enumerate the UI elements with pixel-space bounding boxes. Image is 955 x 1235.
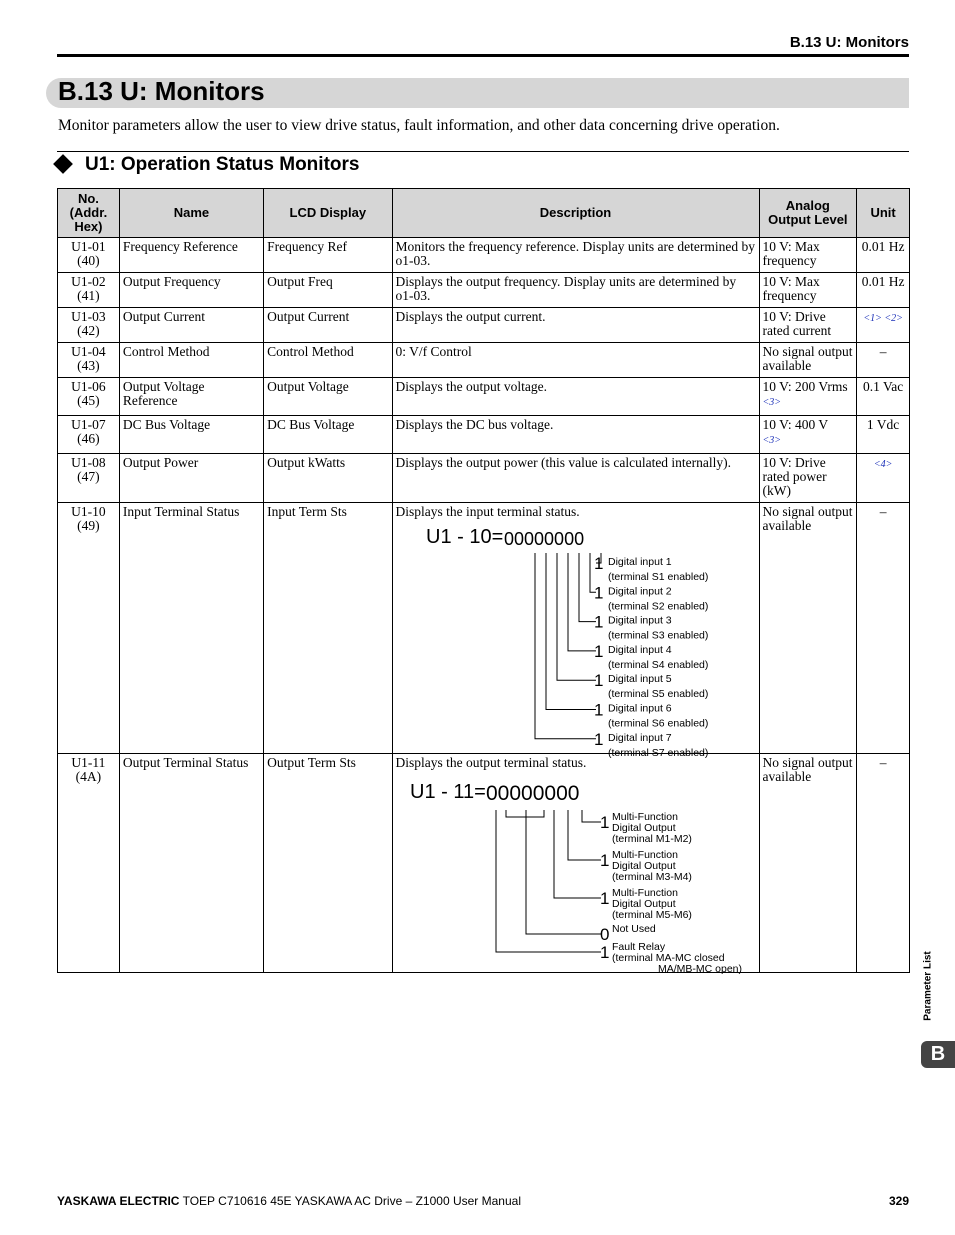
leader-line: [568, 810, 601, 860]
footer-brand: YASKAWA ELECTRIC: [57, 1194, 180, 1208]
cell-analog: 10 V: Max frequency: [759, 238, 857, 273]
bit-value: 1: [593, 583, 603, 603]
bit-value: 1: [599, 889, 609, 908]
monitor-value: 00000000: [503, 529, 584, 549]
footer: [57, 1194, 521, 1208]
cell-unit: 1 Vdc: [857, 416, 910, 454]
table-header-row: [58, 189, 910, 238]
header-analog-output: Analog Output Level: [759, 189, 857, 238]
cell-analog: 10 V: Max frequency: [759, 273, 857, 308]
bit-label: Digital input 5: [607, 673, 672, 686]
running-header: B.13 U: Monitors: [789, 34, 909, 51]
header-description: Description: [392, 189, 759, 238]
digit-bracket: [506, 810, 544, 817]
header-no: No. (Addr. Hex): [58, 189, 120, 238]
cell-unit: –: [857, 343, 910, 378]
cell-analog: No signal output available: [759, 343, 857, 378]
intro-paragraph: Monitor parameters allow the user to view drive status, fault information, and other data concerning drive operation.: [58, 117, 780, 134]
leader-line: [568, 553, 596, 651]
cell-lcd: DC Bus Voltage: [264, 416, 392, 454]
bit-label: Digital input 2: [607, 585, 672, 598]
cell-unit: –: [857, 754, 910, 973]
table-row: [58, 416, 910, 454]
table-row: [58, 454, 910, 503]
bit-label: MA/MB-MC open): [657, 963, 742, 975]
table-row: [58, 343, 910, 378]
footer-doc: TOEP C710616 45E YASKAWA AC Drive – Z1000 User Manual: [182, 1194, 521, 1208]
bit-label: (terminal S1 enabled): [607, 571, 708, 583]
table-row: [58, 754, 910, 973]
cell-analog: No signal output available: [759, 754, 857, 973]
leader-line: [582, 810, 601, 822]
cell-no: U1-08 (47): [58, 454, 120, 503]
header-rule: [57, 54, 909, 57]
page-title: B.13 U: Monitors: [58, 76, 265, 106]
table-row: [58, 308, 910, 343]
bit-label: (terminal S2 enabled): [607, 600, 708, 613]
bit-value: 1: [599, 851, 609, 870]
cell-lcd: Output Freq: [264, 273, 392, 308]
description-text: Displays the input terminal status.: [395, 504, 580, 519]
cell-unit: [857, 454, 910, 503]
bit-label: Not Used: [611, 923, 656, 935]
section-rule: [57, 151, 909, 152]
bit-value: 1: [593, 612, 603, 632]
bit-value: 1: [593, 671, 603, 691]
monitor-prefix: U1 - 10=: [425, 526, 503, 548]
output-terminal-diagram: [396, 770, 756, 975]
side-section-label: Parameter List: [922, 951, 934, 1021]
cell-description: Displays the output current.: [392, 308, 759, 343]
cell-name: DC Bus Voltage: [119, 416, 263, 454]
leader-line: [535, 553, 596, 739]
cell-no: U1-11 (4A): [58, 754, 120, 973]
cell-no: U1-01 (40): [58, 238, 120, 273]
bit-label: Multi-Function: [611, 849, 678, 861]
table-row: [58, 238, 910, 273]
cell-description: Displays the output voltage.: [392, 378, 759, 416]
cell-lcd: Output Term Sts: [264, 754, 392, 973]
header-unit: Unit: [857, 189, 910, 238]
cell-analog: 10 V: 400 V <3>: [759, 416, 857, 454]
cell-lcd: Output Voltage: [264, 378, 392, 416]
bit-label: Digital Output: [611, 822, 676, 834]
cell-no: U1-02 (41): [58, 273, 120, 308]
diamond-bullet-icon: [53, 154, 73, 174]
cell-description: Displays the DC bus voltage.: [392, 416, 759, 454]
bit-value: 1: [599, 943, 609, 962]
cell-description: [392, 754, 759, 973]
cell-unit: [857, 308, 910, 343]
cell-unit: 0.01 Hz: [857, 273, 910, 308]
appendix-tab: B: [921, 1041, 955, 1068]
bit-label: Digital input 3: [607, 614, 672, 627]
bit-label: Fault Relay: [611, 941, 665, 953]
bit-label: Digital input 6: [607, 702, 672, 715]
cell-description: [392, 503, 759, 759]
bit-label: (terminal S7 enabled): [607, 746, 708, 759]
table-row: [58, 378, 910, 416]
cell-analog: 10 V: Drive rated current: [759, 308, 857, 343]
cell-name: Input Terminal Status: [119, 503, 263, 754]
input-terminal-diagram: [396, 519, 756, 759]
table-row: [58, 503, 910, 754]
bit-value: 1: [593, 641, 603, 661]
cell-name: Output Power: [119, 454, 263, 503]
monitor-prefix: U1 - 11=: [409, 781, 486, 803]
cell-no: U1-04 (43): [58, 343, 120, 378]
cell-no: U1-03 (42): [58, 308, 120, 343]
monitor-value: 00000000: [485, 782, 579, 805]
table-row: [58, 273, 910, 308]
cell-no: U1-10 (49): [58, 503, 120, 754]
bit-label: Digital input 4: [607, 643, 672, 656]
bit-label: Digital input 1: [607, 556, 672, 568]
leader-line: [496, 810, 601, 952]
bit-label: (terminal M5-M6): [611, 909, 692, 921]
leader-line: [554, 810, 601, 898]
bit-value: 1: [599, 813, 609, 832]
section-title: U1: Operation Status Monitors: [85, 154, 360, 175]
footnote-ref: <4>: [873, 459, 893, 470]
leader-line: [546, 553, 596, 710]
bit-value: 1: [593, 729, 603, 749]
bit-label: (terminal M1-M2): [611, 833, 692, 845]
cell-lcd: Input Term Sts: [264, 503, 392, 754]
cell-lcd: Output Current: [264, 308, 392, 343]
page-number: 329: [888, 1194, 909, 1208]
header-lcd-display: LCD Display: [264, 189, 392, 238]
bit-label: (terminal S5 enabled): [607, 688, 708, 701]
cell-analog: 10 V: Drive rated power (kW): [759, 454, 857, 503]
cell-unit: –: [857, 503, 910, 754]
bit-label: Digital Output: [611, 860, 676, 872]
cell-analog: 10 V: 200 Vrms <3>: [759, 378, 857, 416]
bit-label: (terminal MA-MC closed: [611, 952, 725, 964]
bit-label: (terminal S4 enabled): [607, 658, 708, 671]
cell-description: 0: V/f Control: [392, 343, 759, 378]
cell-name: Control Method: [119, 343, 263, 378]
cell-description: Displays the output frequency. Display units are determined by o1-03.: [392, 273, 759, 308]
header-name: Name: [119, 189, 263, 238]
bit-value: 1: [593, 700, 603, 720]
footnote-ref: <3>: [762, 397, 781, 408]
cell-name: Output Terminal Status: [119, 754, 263, 973]
bit-value: 1: [593, 554, 603, 573]
bit-label: Multi-Function: [611, 887, 678, 899]
bit-value: 0: [599, 925, 609, 944]
cell-name: Output Frequency: [119, 273, 263, 308]
cell-unit: 0.01 Hz: [857, 238, 910, 273]
cell-name: Output Current: [119, 308, 263, 343]
cell-lcd: Control Method: [264, 343, 392, 378]
bit-label: (terminal M3-M4): [611, 871, 692, 883]
cell-description: Monitors the frequency reference. Display units are determined by o1-03.: [392, 238, 759, 273]
footnote-ref: <3>: [762, 435, 781, 446]
cell-analog: No signal output available: [759, 503, 857, 754]
bit-label: (terminal S6 enabled): [607, 717, 708, 730]
bit-label: Digital input 7: [607, 731, 672, 744]
bit-label: Digital Output: [611, 898, 676, 910]
footnote-ref: <1> <2>: [863, 313, 903, 324]
cell-no: U1-06 (45): [58, 378, 120, 416]
bit-label: Multi-Function: [611, 811, 678, 823]
leader-line: [526, 810, 601, 934]
bit-label: (terminal S3 enabled): [607, 629, 708, 642]
cell-no: U1-07 (46): [58, 416, 120, 454]
cell-name: Output Voltage Reference: [119, 378, 263, 416]
cell-lcd: Output kWatts: [264, 454, 392, 503]
cell-lcd: Frequency Ref: [264, 238, 392, 273]
description-text: Displays the output terminal status.: [395, 755, 587, 770]
cell-description: Displays the output power (this value is calculated internally).: [392, 454, 759, 503]
cell-name: Frequency Reference: [119, 238, 263, 273]
cell-unit: 0.1 Vac: [857, 378, 910, 416]
monitor-parameter-table: [57, 188, 910, 973]
